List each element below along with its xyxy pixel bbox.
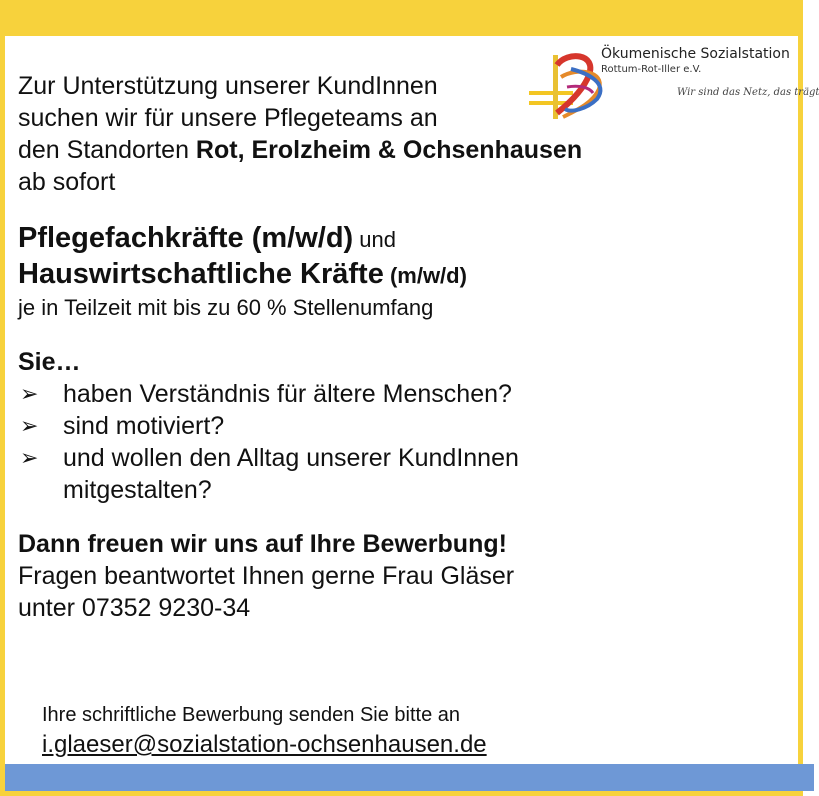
profile-heading: Sie… bbox=[18, 348, 81, 376]
application-text: Ihre schriftliche Bewerbung senden Sie bitte an bbox=[42, 704, 461, 726]
locations: Rot, Erolzheim & Ochsenhausen bbox=[195, 136, 583, 164]
logo-title: Ökumenische Sozialstation bbox=[601, 46, 790, 62]
role-1-line bbox=[18, 220, 799, 256]
spacer bbox=[18, 324, 799, 346]
contact-line-2: unter 07352 9230-34 bbox=[18, 594, 251, 622]
email-link[interactable]: i.glaeser@sozialstation-ochsenhausen.de bbox=[42, 731, 487, 758]
ad-content bbox=[18, 70, 799, 624]
arrow-bullet-icon: ➢ bbox=[20, 381, 39, 406]
logo-tagline: Wir sind das Netz, das trägt bbox=[677, 87, 819, 98]
intro-line-3 bbox=[18, 134, 799, 166]
intro-line-4: ab sofort bbox=[18, 168, 116, 196]
role-2-suffix: (m/w/d) bbox=[383, 263, 467, 288]
list-item: ➢ sind motiviert? bbox=[20, 412, 225, 440]
profile-list bbox=[18, 378, 799, 506]
intro-line-1: Zur Unterstützung unserer KundInnen bbox=[18, 72, 438, 100]
intro-line-3-prefix: den Standorten bbox=[18, 136, 196, 164]
arrow-bullet-icon: ➢ bbox=[20, 445, 39, 470]
contact-line-1: Fragen beantwortet Ihnen gerne Frau Gläser bbox=[18, 562, 515, 590]
intro-line-2: suchen wir für unsere Pflegeteams an bbox=[18, 104, 438, 132]
employment-scope: je in Teilzeit mit bis zu 60 % Stellenumfang bbox=[18, 295, 434, 320]
bottom-bar bbox=[5, 764, 814, 791]
spacer bbox=[18, 198, 799, 220]
arrow-bullet-icon: ➢ bbox=[20, 413, 39, 438]
logo-subtitle: Rottum-Rot-Iller e.V. bbox=[601, 64, 702, 75]
closing-headline: Dann freuen wir uns auf Ihre Bewerbung! bbox=[18, 530, 507, 558]
role-2: Hauswirtschaftliche Kräfte bbox=[18, 258, 384, 290]
list-item: ➢ und wollen den Alltag unserer KundInnen mitgestalten? bbox=[20, 444, 519, 504]
role-conjunction: und bbox=[353, 227, 397, 252]
role-2-line bbox=[18, 256, 799, 292]
spacer bbox=[18, 506, 799, 528]
role-1: Pflegefachkräfte (m/w/d) bbox=[18, 222, 354, 254]
application-info bbox=[42, 700, 487, 760]
list-item: ➢ haben Verständnis für ältere Menschen? bbox=[20, 380, 512, 408]
